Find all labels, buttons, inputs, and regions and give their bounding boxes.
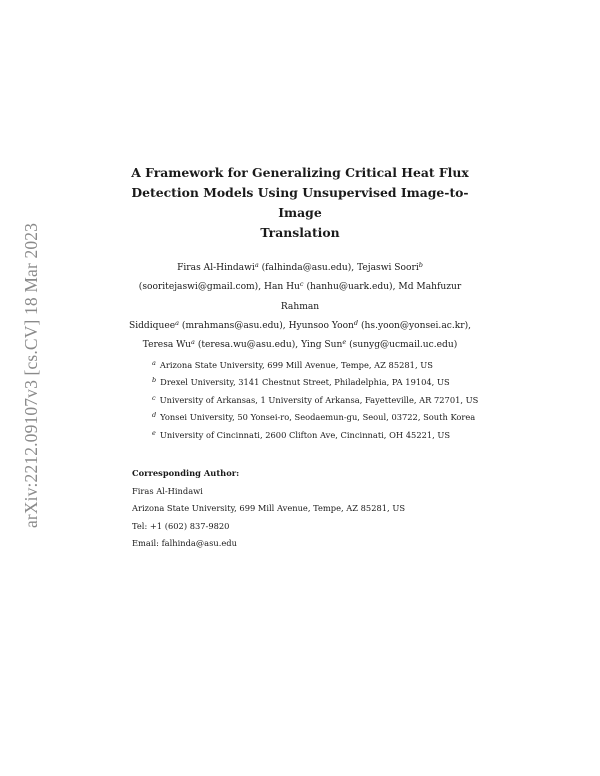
author-email: (mrahmans@asu.edu), — [181, 320, 286, 331]
author-email: (hs.yoon@yonsei.ac.kr), — [361, 320, 472, 331]
affiliation-marker: e — [152, 428, 156, 437]
corresponding-author-phone: Tel: +1 (602) 837-9820 — [132, 520, 230, 531]
title-line-1: A Framework for Generalizing Critical Heat Flux — [131, 165, 469, 180]
affiliation-text: Drexel University, 3141 Chestnut Street, Philadelphia, PA 19104, US — [160, 377, 450, 388]
affiliation-text: Arizona State University, 699 Mill Avenue, Tempe, AZ 85281, US — [159, 360, 433, 370]
affiliation-item — [152, 357, 492, 374]
title-line-2: Detection Models Using Unsupervised Image-to-Image — [131, 185, 469, 220]
affiliation-marker: c — [299, 280, 304, 289]
affiliation-marker: d — [353, 318, 359, 327]
author-name: Md Mahfuzur Rahman — [280, 282, 462, 312]
author-email: (falhinda@asu.edu), — [261, 263, 355, 273]
affiliation-text: Yonsei University, 50 Yonsei-ro, Seodaemun-gu, Seoul, 03722, South Korea — [160, 412, 476, 423]
affiliation-item — [152, 409, 492, 426]
author-email: (sunyg@ucmail.uc.edu) — [349, 340, 458, 351]
affiliation-marker: e — [342, 338, 347, 347]
paper-title — [120, 163, 480, 243]
corresponding-author-email: Email: falhinda@asu.edu — [132, 538, 237, 549]
affiliation-marker: c — [152, 393, 156, 402]
affiliation-text: University of Arkansas, 1 University of Arkansa, Fayetteville, AR 72701, US — [159, 394, 479, 405]
corresponding-author-address: Arizona State University, 699 Mill Avenue, Tempe, AZ 85281, US — [132, 503, 406, 514]
affiliation-marker: a — [152, 359, 156, 367]
affiliations-list — [152, 357, 492, 444]
affiliation-marker: b — [152, 376, 157, 385]
affiliation-marker: d — [152, 411, 157, 420]
affiliation-item — [152, 374, 492, 391]
author-email: (sooritejaswi@gmail.com), — [138, 282, 262, 293]
affiliation-marker: a — [254, 261, 259, 269]
affiliation-marker: b — [418, 261, 423, 269]
author-line-3 — [120, 317, 480, 336]
affiliation-marker: a — [191, 338, 195, 347]
author-line-4 — [120, 336, 480, 355]
affiliation-item — [152, 392, 492, 409]
arxiv-id-text: arXiv:2212.09107v3 [cs.CV] 18 Mar 2023 — [21, 222, 42, 528]
author-name: Teresa Wu — [142, 340, 192, 351]
corresponding-author-heading: Corresponding Author: — [132, 468, 240, 478]
author-line-2 — [120, 278, 480, 317]
author-name: Han Hu — [264, 282, 300, 293]
author-name: Ying Sun — [301, 340, 343, 351]
author-name: Firas Al-Hindawi — [177, 263, 255, 273]
author-email: (hanhu@uark.edu), — [306, 282, 396, 293]
title-line-3: Translation — [260, 225, 340, 240]
author-name: Tejaswi Soori — [357, 263, 419, 273]
affiliation-item — [152, 427, 492, 444]
arxiv-identifier-stamp — [14, 200, 50, 550]
author-line-1 — [120, 259, 480, 278]
corresponding-author-name: Firas Al-Hindawi — [132, 485, 203, 496]
author-name: Hyunsoo Yoon — [288, 320, 354, 331]
author-list — [120, 259, 480, 355]
author-email: (teresa.wu@asu.edu), — [197, 340, 299, 351]
author-name: Siddiquee — [128, 320, 176, 331]
corresponding-author-block — [132, 465, 472, 553]
affiliation-text: University of Cincinnati, 2600 Clifton Ave, Cincinnati, OH 45221, US — [159, 429, 451, 440]
affiliation-marker: a — [175, 318, 179, 327]
